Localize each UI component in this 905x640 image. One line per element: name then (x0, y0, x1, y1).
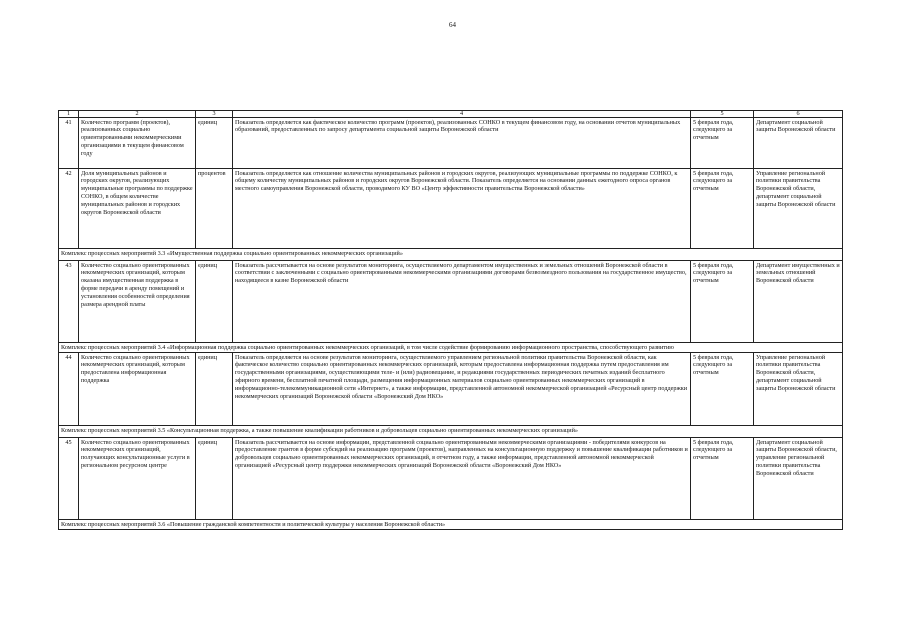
deadline-cell: 5 февраля года, следующего за отчетным (691, 353, 754, 426)
section-heading: Комплекс процессных мероприятий 3.4 «Информационная поддержка социально ориентированных некоммерческих организаций, в том числе содействие формированию информационного пространства, способствующего развитию (59, 343, 843, 353)
deadline-cell: 5 февраля года, следующего за отчетным (691, 261, 754, 343)
section-heading: Комплекс процессных мероприятий 3.6 «Повышение гражданской компетентности и политической культуры у населения Воронежской области» (59, 520, 843, 530)
column-header: 6 (754, 111, 843, 118)
header-row (59, 111, 843, 118)
table-row (59, 118, 843, 169)
deadline-cell: 5 февраля года, следующего за отчетным (691, 118, 754, 169)
column-header: 3 (196, 111, 233, 118)
row-number: 42 (59, 169, 79, 249)
unit-cell: процентов (196, 169, 233, 249)
section-heading: Комплекс процессных мероприятий 3.5 «Консультационная поддержка, а также повышение квалификации работников и добровольцев социально ориентированных некоммерческих организаций» (59, 426, 843, 438)
section-row (59, 426, 843, 438)
indicator-name: Доля муниципальных районов и городских округов, реализующих муниципальные программы по поддержке СОНКО, в общем количестве муниципальных районов и городских округов Воронежской области (79, 169, 196, 249)
deadline-cell: 5 февраля года, следующего за отчетным (691, 438, 754, 520)
unit-cell: единиц (196, 353, 233, 426)
responsible-cell: Управление региональной политики правительства Воронежской области, департамент социальной защиты Воронежской области (754, 169, 843, 249)
section-row (59, 520, 843, 530)
method-cell: Показатель рассчитывается на основе результатов мониторинга, осуществляемого департаментом имущественных и земельных отношений Воронежской области в соответствии с заключенными с социально ориентированными некоммерческими организациями договорами безвозмездного пользования на государственное имущество, находящееся в казне Воронежской области (233, 261, 691, 343)
table-row (59, 438, 843, 520)
column-header: 5 (691, 111, 754, 118)
method-cell: Показатель определяется на основе результатов мониторинга, осуществляемого управлением региональной политики правительства Воронежской области, как фактическое количество социально ориентированных некоммерческих организаций, которым предоставлена информационная поддержка путем предоставления им государственными организациями, осуществляющими теле- и (или) радиовещание, и редакциями государственных периодических печатных изданий бесплатного эфирного времени, бесплатной печатной площади, размещения информационных материалов социально ориентированных некоммерческих организаций в информационно-телекоммуникационной сети «Интернет», а также информации, представленной автономной некоммерческой организацией «Ресурсный центр поддержки некоммерческих организаций Воронежской области «Воронежский Дом НКО» (233, 353, 691, 426)
method-cell: Показатель определяется как отношение количества муниципальных районов и городских округов, реализующих муниципальные программы по поддержке СОНКО, к общему количеству муниципальных районов и городских округов Воронежской области. Показатель определяется на основании данных ежегодного опроса органов местного самоуправления Воронежской области, проводимого КУ ВО «Центр эффективности правительства Воронежской области» (233, 169, 691, 249)
table-row (59, 353, 843, 426)
row-number: 41 (59, 118, 79, 169)
row-number: 45 (59, 438, 79, 520)
responsible-cell: Департамент социальной защиты Воронежской области (754, 118, 843, 169)
column-header: 2 (79, 111, 196, 118)
unit-cell: единиц (196, 438, 233, 520)
column-header: 1 (59, 111, 79, 118)
section-row (59, 343, 843, 353)
responsible-cell: Департамент имущественных и земельных отношений Воронежской области (754, 261, 843, 343)
column-header: 4 (233, 111, 691, 118)
page-number: 64 (449, 21, 456, 29)
section-heading: Комплекс процессных мероприятий 3.3 «Имущественная поддержка социально ориентированных некоммерческих организаций» (59, 249, 843, 261)
table-row (59, 169, 843, 249)
table-row (59, 261, 843, 343)
indicator-name: Количество социально ориентированных некоммерческих организаций, которым оказана имущественная поддержка в форме передачи в аренду помещений и установления особенностей определения размера арендной платы (79, 261, 196, 343)
unit-cell: единиц (196, 261, 233, 343)
indicator-name: Количество социально ориентированных некоммерческих организаций, получающих консультационные услуги в региональном ресурсном центре (79, 438, 196, 520)
responsible-cell: Департамент социальной защиты Воронежской области, управление региональной политики правительства Воронежской области (754, 438, 843, 520)
responsible-cell: Управление региональной политики правительства Воронежской области, департамент социальной защиты Воронежской области (754, 353, 843, 426)
indicator-name: Количество социально ориентированных некоммерческих организаций, которым предоставлена информационная поддержка (79, 353, 196, 426)
deadline-cell: 5 февраля года, следующего за отчетным (691, 169, 754, 249)
section-row (59, 249, 843, 261)
method-cell: Показатель определяется как фактическое количество программ (проектов), реализованных СОНКО в текущем финансовом году, на основании отчетов муниципальных образований, предоставленных по запросу департамента социальной защиты Воронежской области (233, 118, 691, 169)
indicator-name: Количество программ (проектов), реализованных социально ориентированными некоммерческими организациями в текущем финансовом году (79, 118, 196, 169)
indicators-table (58, 110, 843, 530)
unit-cell: единиц (196, 118, 233, 169)
method-cell: Показатель рассчитывается на основе информации, представленной социально ориентированными некоммерческими организациями - победителями конкурсов на предоставление грантов в форме субсидий на реализацию программ (проектов), направленных на консультационную поддержку и повышение квалификации работников и добровольцев социально ориентированных некоммерческих организаций, в отчетном году, а также информации, представленной автономной некоммерческой организацией «Ресурсный центр поддержки некоммерческих организаций Воронежской области «Воронежский Дом НКО» (233, 438, 691, 520)
row-number: 43 (59, 261, 79, 343)
row-number: 44 (59, 353, 79, 426)
